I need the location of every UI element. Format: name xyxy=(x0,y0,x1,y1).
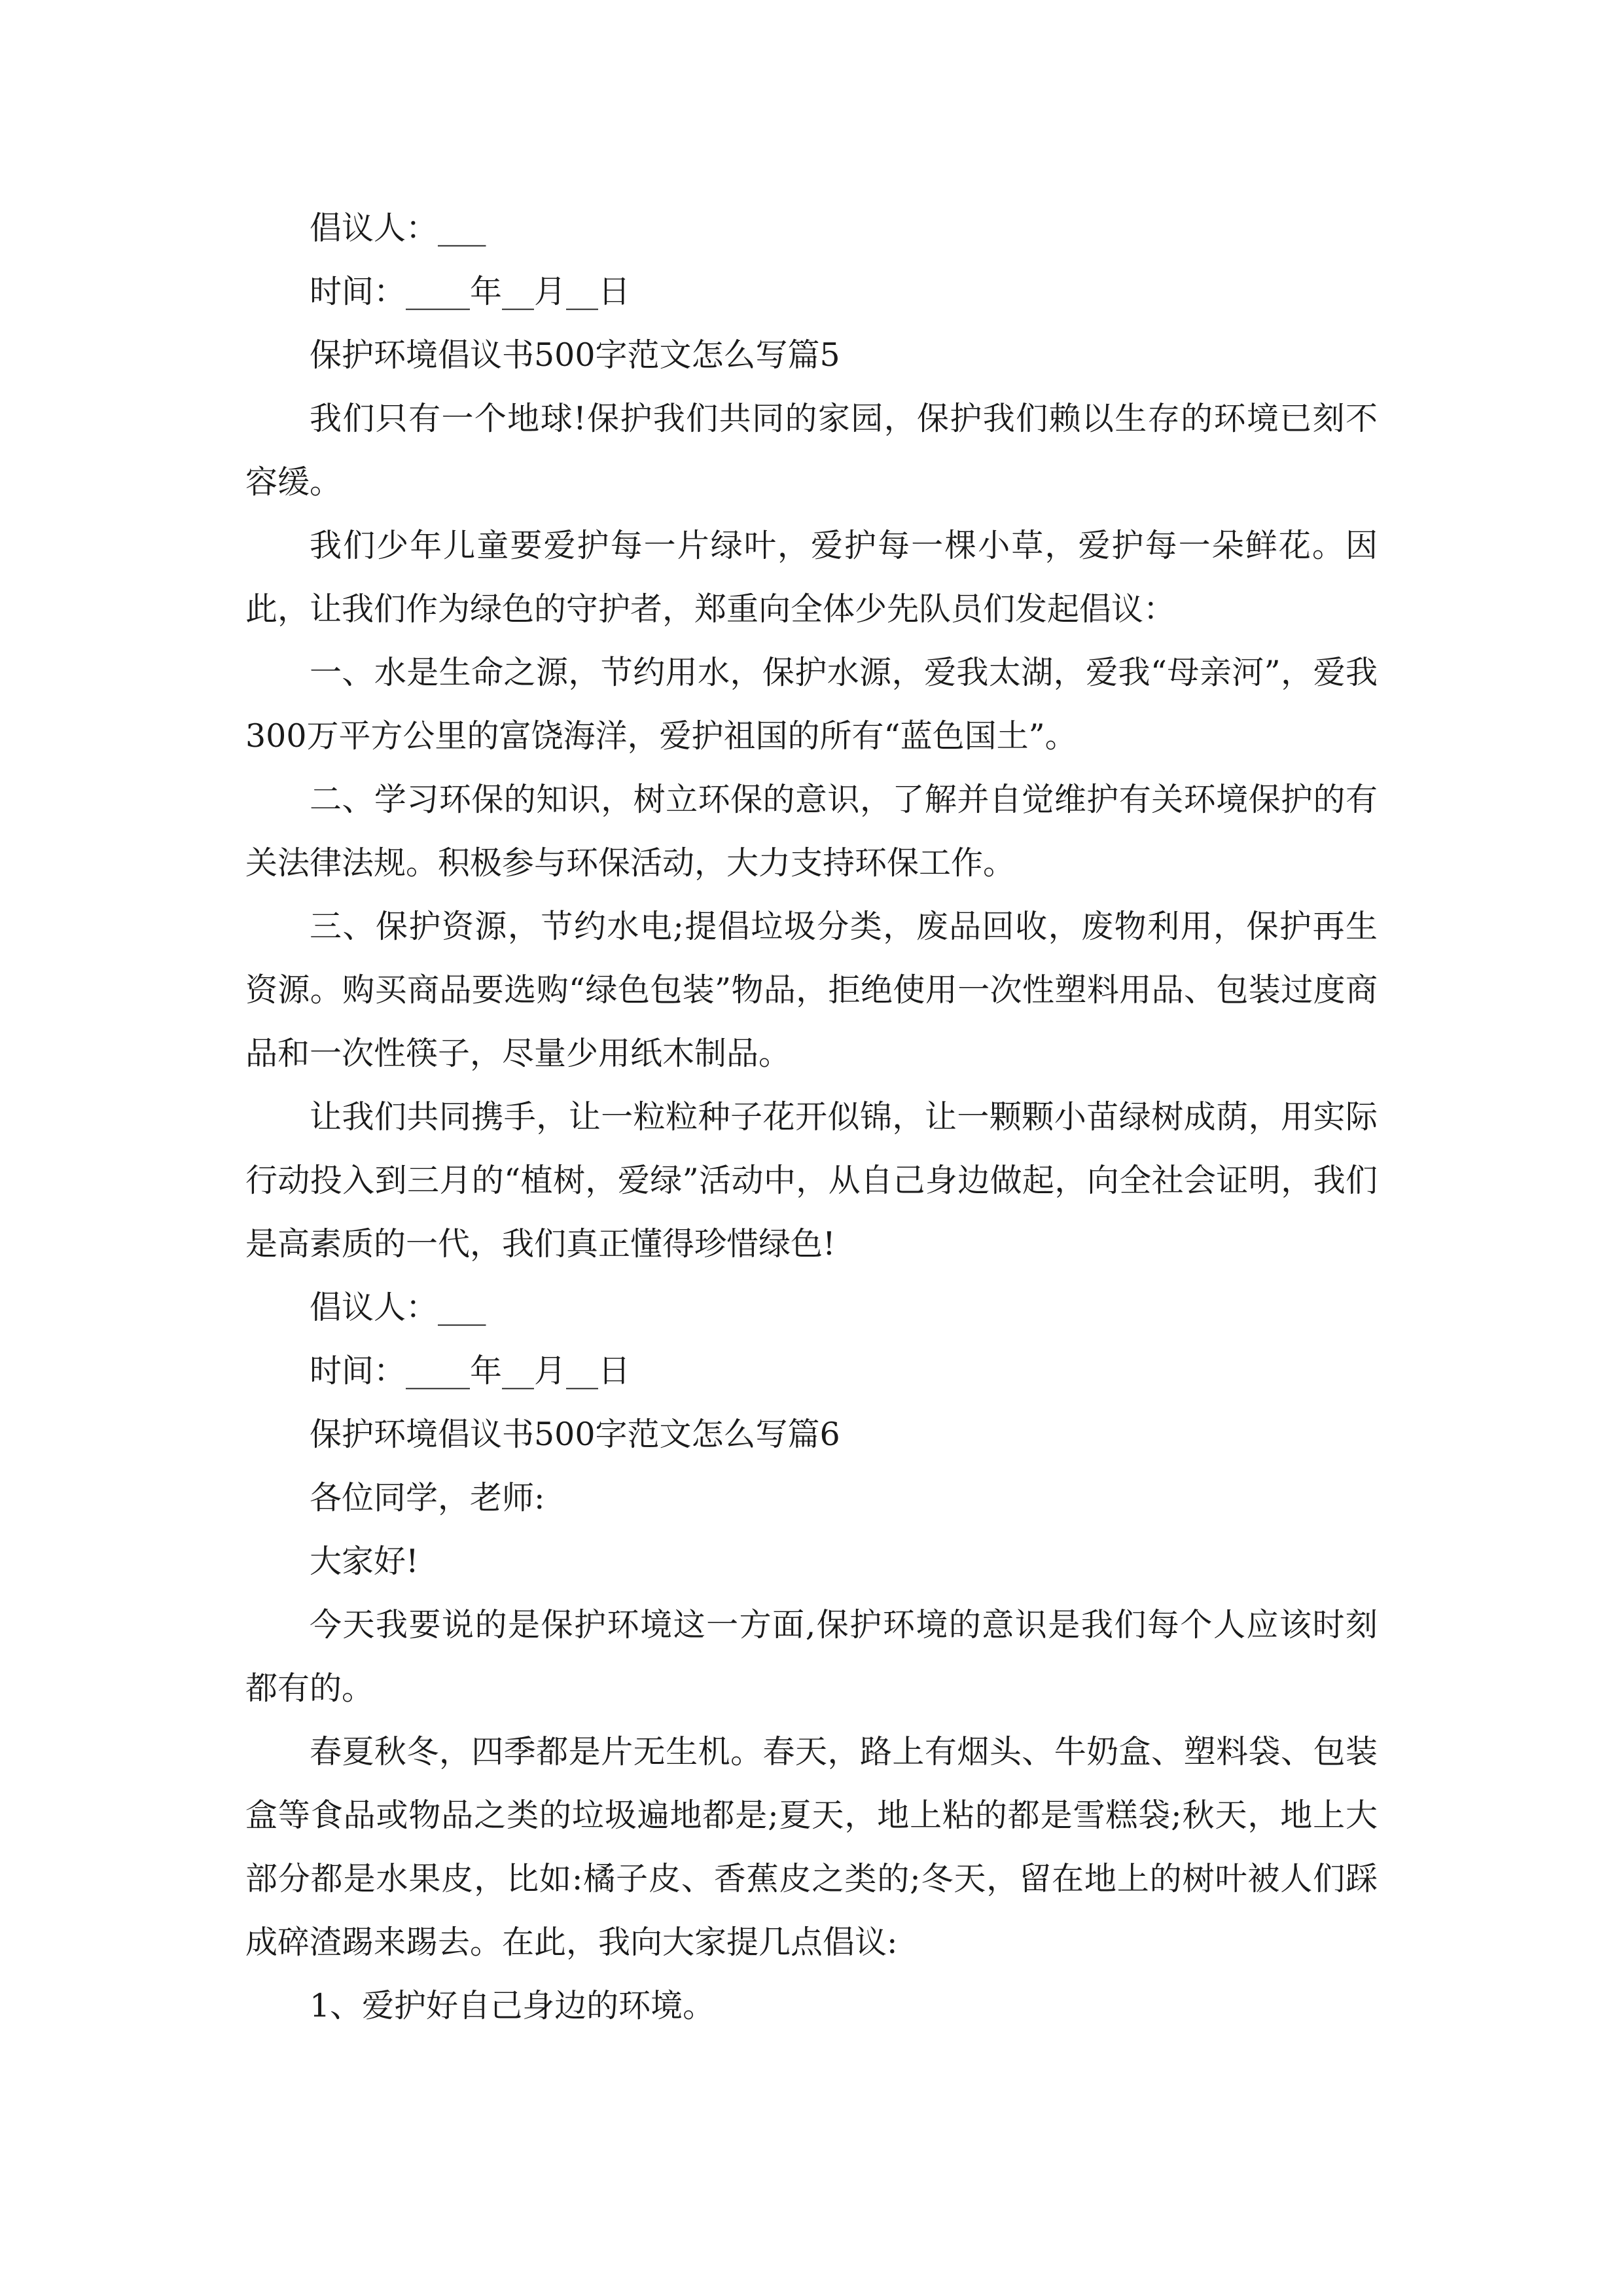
body-paragraph: 我们只有一个地球!保护我们共同的家园，保护我们赖以生存的环境已刻不容缓。 xyxy=(245,400,1378,501)
section-heading: 保护环境倡议书500字范文怎么写篇5 xyxy=(310,336,840,374)
date-line: 时间：____年__月__日 xyxy=(310,1352,631,1390)
list-item: 1、爱护好自己身边的环境。 xyxy=(310,1987,715,2024)
section-heading: 保护环境倡议书500字范文怎么写篇6 xyxy=(310,1416,840,1453)
body-paragraph: 今天我要说的是保护环境这一方面,保护环境的意识是我们每个人应该时刻都有的。 xyxy=(245,1606,1378,1707)
initiator-line: 倡议人：___ xyxy=(310,209,486,247)
body-paragraph: 让我们共同携手，让一粒粒种子花开似锦，让一颗颗小苗绿树成荫，用实际行动投入到三月的“植树，爱绿”活动中，从自己身边做起，向全社会证明，我们是高素质的一代，我们真正懂得珍惜绿色! xyxy=(245,1098,1378,1263)
body-paragraph: 三、保护资源，节约水电;提倡垃圾分类，废品回收，废物利用，保护再生资源。购买商品要选购“绿色包装”物品，拒绝使用一次性塑料用品、包装过度商品和一次性筷子，尽量少用纸木制品。 xyxy=(245,908,1378,1072)
date-line: 时间：____年__月__日 xyxy=(310,273,631,310)
body-paragraph: 春夏秋冬，四季都是片无生机。春天，路上有烟头、牛奶盒、塑料袋、包装盒等食品或物品之类的垃圾遍地都是;夏天，地上粘的都是雪糕袋;秋天，地上大部分都是水果皮，比如:橘子皮、香蕉皮之类的;冬天，留在地上的树叶被人们踩成碎渣踢来踢去。在此，我向大家提几点倡议: xyxy=(245,1733,1378,1961)
document-body xyxy=(245,196,1378,2037)
greeting: 大家好! xyxy=(310,1543,419,1580)
body-paragraph: 我们少年儿童要爱护每一片绿叶，爱护每一棵小草，爱护每一朵鲜花。因此，让我们作为绿色的守护者，郑重向全体少先队员们发起倡议： xyxy=(245,527,1378,628)
body-paragraph: 二、学习环保的知识，树立环保的意识，了解并自觉维护有关环境保护的有关法律法规。积极参与环保活动，大力支持环保工作。 xyxy=(245,781,1378,882)
initiator-line: 倡议人：___ xyxy=(310,1289,486,1326)
body-paragraph: 一、水是生命之源，节约用水，保护水源，爱我太湖，爱我“母亲河”，爱我300万平方公里的富饶海洋，爱护祖国的所有“蓝色国土”。 xyxy=(245,654,1378,755)
salutation: 各位同学，老师: xyxy=(310,1479,545,1516)
